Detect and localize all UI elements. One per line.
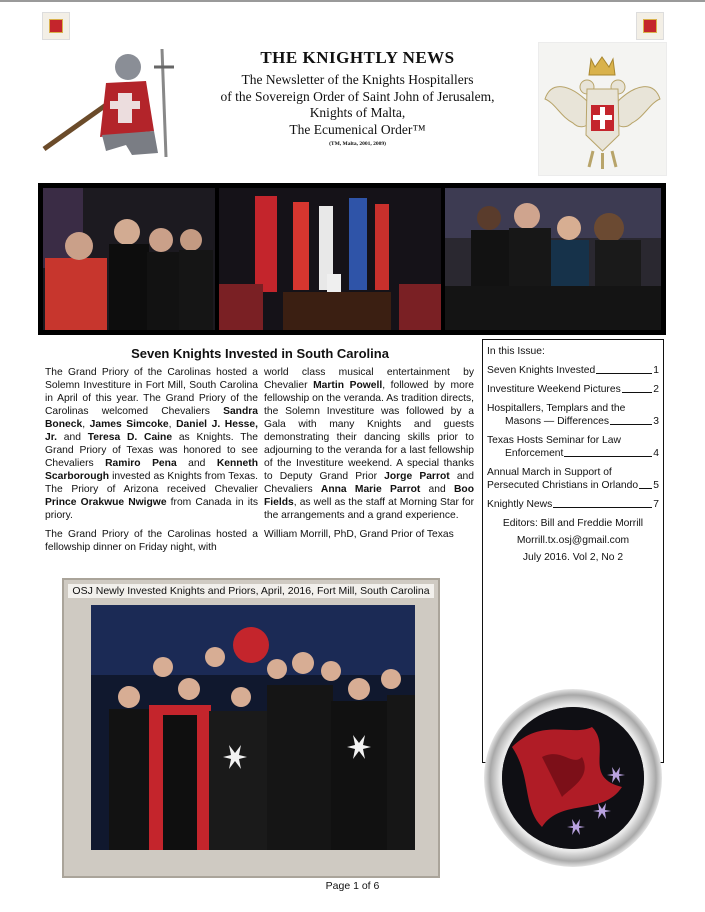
masthead-line: Knights of Malta, [309,105,406,120]
knight-name: Martin Powell [313,380,383,391]
toc-item-label: Enforcement [505,448,564,459]
crest-icon-right [636,12,664,40]
masthead-line: The Newsletter of the Knights Hospitallers [241,72,474,87]
crest-icon-left [42,12,70,40]
article-column-1 [45,366,258,560]
article-text: and Chevaliers [264,471,474,495]
eagle-emblem [538,42,667,176]
article-paragraph: The Grand Priory of the Carolinas hosted a fellowship dinner on Friday night, with [45,529,258,553]
group-photo-frame [62,578,440,878]
article-text: and [176,458,217,469]
issue-date: July 2016. Vol 2, No 2 [522,552,624,563]
toc-item-label: Annual March in Support of [487,467,612,478]
toc-item-label: Seven Knights Invested [487,365,596,376]
toc-item-label: Knightly News [487,499,553,510]
toc-item-page: 1 [653,365,659,376]
group-photo-caption: OSJ Newly Invested Knights and Priors, April, 2016, Fort Mill, South Carolina [68,584,434,598]
toc-item[interactable] [487,402,659,428]
article-text: , [168,419,177,430]
knight-name: Kenneth Scarborough [45,458,259,482]
masthead-line: of the Sovereign Order of Saint John of Jerusalem, [220,88,495,104]
trademark-note: (TM, Malta, 2001, 2009) [329,141,386,147]
knight-name: Prince Orakwue Nwigwe [45,497,167,508]
toc-item-page: 7 [653,499,659,510]
toc-item-page: 5 [653,480,659,491]
ceremony-photo-altar-flags [219,188,441,330]
article-text: and [57,432,88,443]
knight-name: Boo Fields [264,484,474,508]
toc-item-label: Investiture Weekend Pictures [487,384,621,395]
article-text: world class musical entertainment by Chevalier [264,367,474,391]
ceremony-photo-knights [43,188,215,330]
toc-item-label: Hospitallers, Templars and the [487,403,626,414]
toc-leader [596,364,652,374]
page-number: Page 1 of 6 [325,880,380,892]
masthead [185,48,530,147]
knight-name: Teresa D. Caine [87,432,173,443]
investiture-photo-strip [38,183,666,335]
toc-item[interactable] [487,364,659,377]
article-text: and [420,484,454,495]
knight-name: James Simcoke [89,419,169,430]
masthead-line: The Ecumenical Order™ [289,121,426,137]
editor-email-link[interactable]: Morrill.tx.osj@gmail.com [516,535,630,546]
toc-item[interactable] [487,498,659,511]
toc-item[interactable] [487,383,659,396]
toc-heading-text: In this Issue: [487,346,545,357]
toc-item-label: Texas Hosts Seminar for Law [487,435,621,446]
article-text: , as well as the staff at Morning Star for the arrangements and a grand experience. [264,497,474,521]
kneeling-knight-illustration [36,45,181,163]
toc-leader [622,383,653,393]
article-text: invested as Knights from Texas. The Priory of Arizona received Chevalier [45,471,258,495]
toc-heading [487,345,659,358]
editors-line: Editors: Bill and Freddie Morrill [502,518,644,529]
knight-name: Anna Marie Parrot [320,484,421,495]
group-photo [91,605,415,850]
article-paragraph [45,366,258,522]
knight-name: Ramiro Pena [105,458,177,469]
article-text: from Canada in its priory. [45,497,258,521]
toc-item[interactable] [487,434,659,460]
toc-item-page: 2 [653,384,659,395]
knight-name: Jorge Parrot [384,471,450,482]
article-text: as Knights. The Grand Priory of Texas was honored to see Chevaliers [45,432,258,469]
article-column-2 [264,366,474,547]
double-headed-eagle-icon [539,43,666,175]
article-text: , followed by more fellowship on the veranda. As tradition directs, the Solemn Investiture was followed by a Gala with many Knights and guests demonstrating their dancing skills prior to adjourning to the veranda for a last fellowship of the Investiture weekend. A special thanks to Deputy Grand Prior [264,380,474,482]
toc-item-page: 4 [653,448,659,459]
toc-item-label: Persecuted Christians in Orlando [487,480,639,491]
toc-leader [553,498,652,508]
article-headline: Seven Knights Invested in South Carolina [131,346,389,361]
toc-leader [610,415,652,425]
toc-item[interactable] [487,466,659,492]
top-rule [0,0,705,2]
ceremony-photo-audience [445,188,661,330]
toc-item-label: Masons — Differences [505,416,609,427]
toc-leader [639,479,652,489]
article-signature: William Morrill, PhD, Grand Prior of Texas [264,529,454,540]
article-text: The Grand Priory of the Carolinas hosted a Solemn Investiture in Fort Mill, South Carolina in April of this year. The Grand Priory of the Carolinas welcomed Chevaliers [45,367,258,417]
knight-name: Sandra Boneck [45,406,258,430]
ribbon-ornament-photo [502,707,644,849]
knight-name: Daniel J. Hesse, Jr. [45,419,258,443]
toc-item-page: 3 [653,416,659,427]
circular-photo-frame [484,689,662,867]
newsletter-title: THE KNIGHTLY NEWS [260,48,455,67]
toc-leader [564,447,652,457]
article-text: , [82,419,90,430]
article-paragraph [264,366,474,522]
